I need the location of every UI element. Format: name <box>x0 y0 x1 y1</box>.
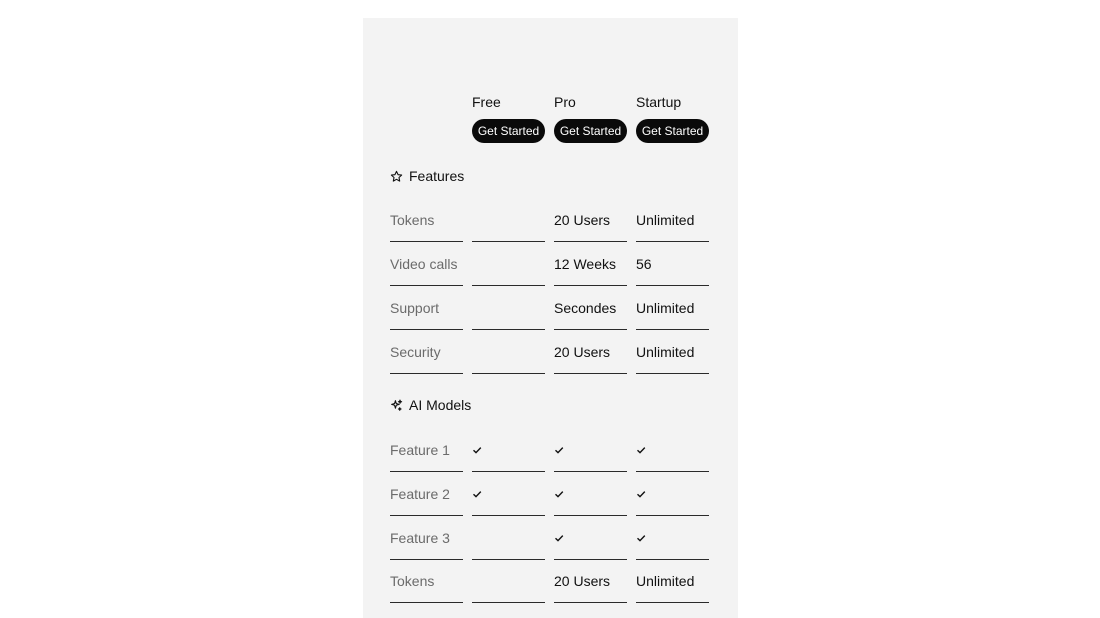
row-label: Security <box>390 330 463 374</box>
cell-pro: 20 Users <box>554 559 627 603</box>
check-icon <box>472 445 482 455</box>
cell-startup <box>636 428 709 472</box>
table-row <box>390 472 709 516</box>
cell-pro <box>554 428 627 472</box>
plan-startup <box>636 93 709 143</box>
cell-startup: Unlimited <box>636 559 709 603</box>
check-icon <box>472 489 482 499</box>
section-title: Features <box>409 168 465 184</box>
plan-name: Free <box>472 94 501 110</box>
check-icon <box>554 533 564 543</box>
cell-free <box>472 428 545 472</box>
cell-pro: 12 Weeks <box>554 242 627 286</box>
table-row <box>390 428 709 472</box>
cell-free <box>472 559 545 603</box>
star-icon <box>390 170 403 183</box>
table-row <box>390 559 709 603</box>
row-label: Feature 1 <box>390 428 463 472</box>
check-icon <box>636 533 646 543</box>
plan-name: Pro <box>554 94 576 110</box>
ai-models-section-header <box>390 397 471 413</box>
check-icon <box>554 445 564 455</box>
table-row <box>390 242 709 286</box>
plan-free <box>472 93 545 143</box>
cell-free <box>472 198 545 242</box>
cell-startup: Unlimited <box>636 198 709 242</box>
table-row <box>390 516 709 560</box>
cell-free <box>472 286 545 330</box>
row-label: Support <box>390 286 463 330</box>
cell-pro: Secondes <box>554 286 627 330</box>
plan-header <box>472 93 718 143</box>
sparkles-icon <box>390 399 403 412</box>
plan-pro <box>554 93 627 143</box>
pricing-panel <box>363 18 738 618</box>
cell-startup: 56 <box>636 242 709 286</box>
cell-free <box>472 242 545 286</box>
cell-pro: 20 Users <box>554 330 627 374</box>
features-section-header <box>390 168 464 184</box>
cell-startup: Unlimited <box>636 286 709 330</box>
get-started-free-button[interactable]: Get Started <box>472 119 545 143</box>
table-row <box>390 330 709 374</box>
cell-free <box>472 516 545 560</box>
check-icon <box>554 489 564 499</box>
plan-name: Startup <box>636 94 682 110</box>
cell-pro: 20 Users <box>554 198 627 242</box>
check-icon <box>636 489 646 499</box>
cell-startup <box>636 516 709 560</box>
section-title: AI Models <box>409 397 472 413</box>
get-started-pro-button[interactable]: Get Started <box>554 119 627 143</box>
table-row <box>390 286 709 330</box>
cell-pro <box>554 516 627 560</box>
row-label: Feature 3 <box>390 516 463 560</box>
row-label: Tokens <box>390 559 463 603</box>
cell-free <box>472 472 545 516</box>
cell-free <box>472 330 545 374</box>
table-row <box>390 198 709 242</box>
row-label: Video calls <box>390 242 463 286</box>
cell-startup: Unlimited <box>636 330 709 374</box>
row-label: Tokens <box>390 198 463 242</box>
row-label: Feature 2 <box>390 472 463 516</box>
check-icon <box>636 445 646 455</box>
get-started-startup-button[interactable]: Get Started <box>636 119 709 143</box>
cell-pro <box>554 472 627 516</box>
cell-startup <box>636 472 709 516</box>
